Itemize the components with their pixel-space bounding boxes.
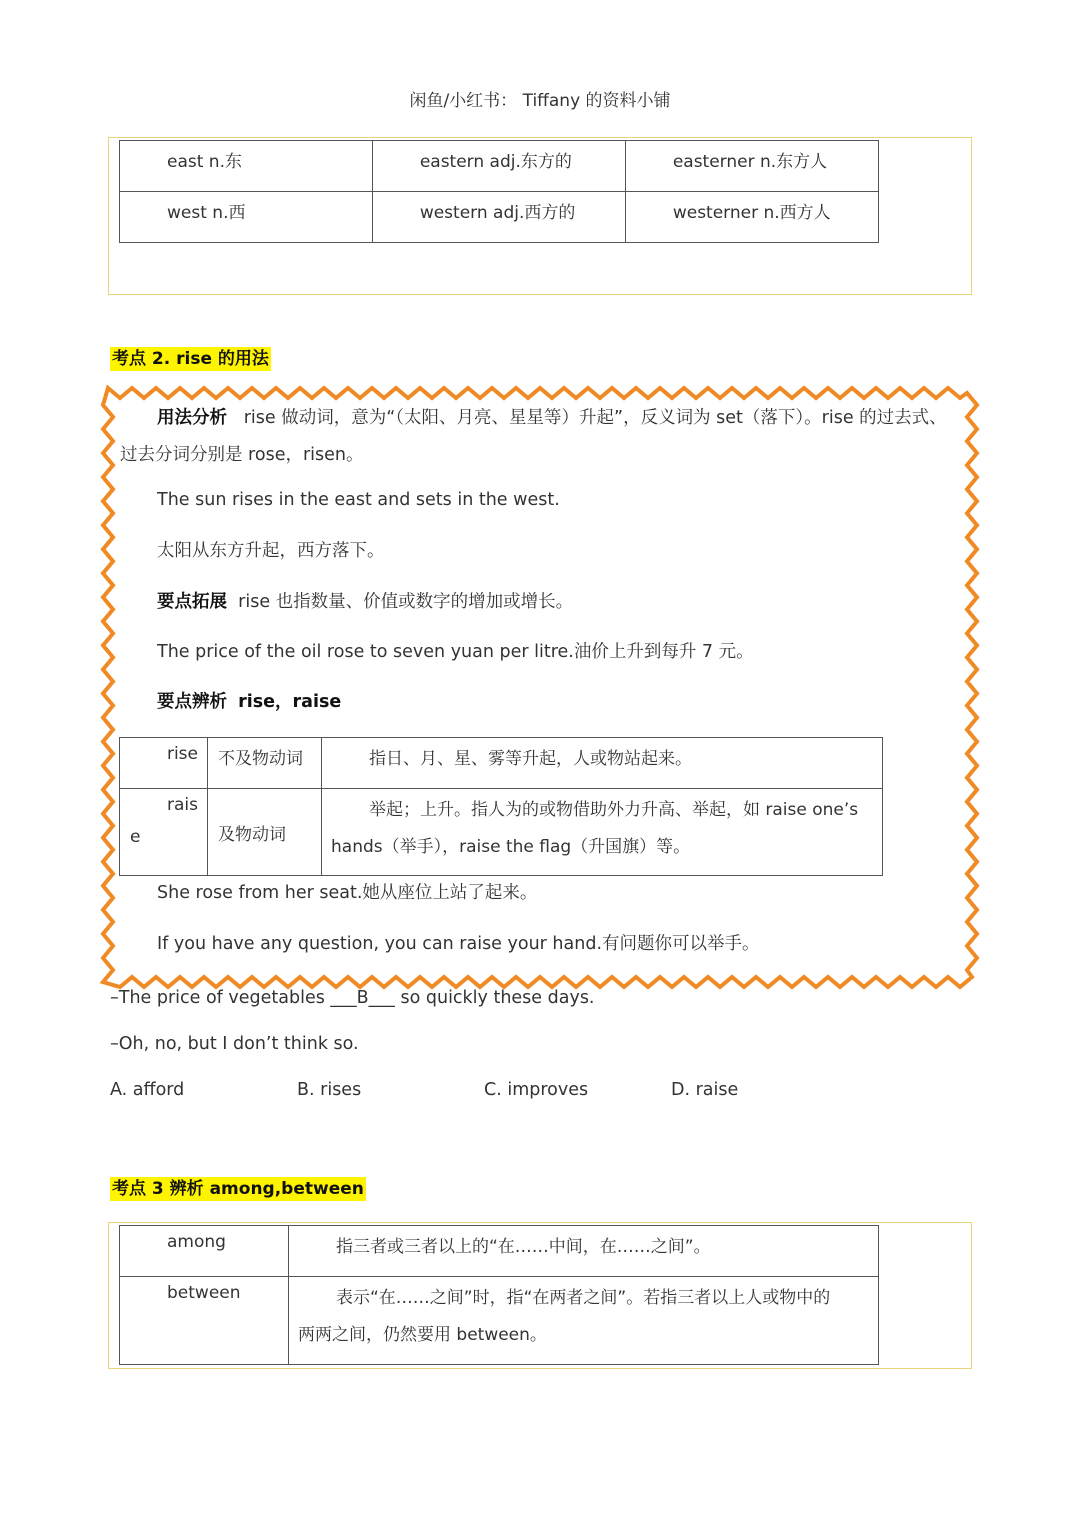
table-cell: western adj.西方的 (419, 203, 576, 223)
desc-rise: 指日、月、星、雾等升起，人或物站起来。 (369, 749, 692, 769)
extend-text: rise 也指数量、价值或数字的增加或增长。 (238, 592, 574, 612)
type-transitive: 及物动词 (218, 824, 286, 845)
page-header: 闲鱼/小红书： Tiffany 的资料小铺 (409, 91, 671, 111)
desc-among: 指三者或三者以上的“在……中间，在……之间”。 (336, 1237, 711, 1257)
usage-label: 用法分析 (157, 408, 227, 428)
word-forms-table (119, 140, 879, 243)
usage-text-continued: 过去分词分别是 rose，risen。 (120, 445, 364, 465)
desc-between-line2: 两两之间，仍然要用 between。 (298, 1325, 547, 1345)
type-intransitive: 不及物动词 (218, 749, 303, 769)
table-cell: west n.西 (167, 203, 246, 223)
table-row (120, 789, 883, 876)
table-row (120, 1277, 879, 1365)
section-2-heading-wrap (110, 344, 271, 369)
section-3-heading: 考点 3 辨析 among,between (112, 1179, 364, 1199)
compare-label: 要点辨析 (157, 692, 227, 712)
word-raise-part2: e (130, 827, 141, 847)
word-rise: rise (166, 744, 198, 764)
extend-line (157, 588, 573, 613)
section-2-heading: 考点 2. rise 的用法 (112, 349, 269, 369)
word-between: between (167, 1283, 241, 1303)
option-b: B. rises (297, 1080, 362, 1100)
example-sentence-en: The sun rises in the east and sets in the west. (157, 490, 560, 510)
question-line-1: –The price of vegetables ___B___ so quickly these days. (110, 988, 595, 1008)
usage-text: rise 做动词，意为“（太阳、月亮、星星等）升起”，反义词为 set（落下）。rise 的过去式、 (243, 408, 947, 428)
desc-between-line1: 表示“在……之间”时，指“在两者之间”。若指三者以上人或物中的 (336, 1288, 831, 1308)
section-3-heading-wrap (110, 1174, 366, 1199)
option-d: D. raise (671, 1080, 739, 1100)
table-cell: eastern adj.东方的 (419, 152, 572, 172)
table-cell: easterner n.东方人 (672, 152, 828, 172)
example-sentence-cn: 太阳从东方升起，西方落下。 (157, 541, 385, 561)
option-c: C. improves (484, 1080, 589, 1100)
question-line-2: –Oh, no, but I don’t think so. (110, 1034, 359, 1054)
example-sentence-raise: If you have any question, you can raise your hand.有问题你可以举手。 (157, 934, 760, 954)
extend-label: 要点拓展 (157, 592, 227, 612)
table-cell: westerner n.西方人 (672, 203, 831, 223)
compare-line (157, 688, 341, 713)
table-row (120, 1226, 879, 1277)
desc-raise-line1: 举起；上升。指人为的或物借助外力升高、举起，如 raise one’s (369, 800, 859, 820)
table-cell: east n.东 (167, 152, 242, 172)
rise-raise-table (119, 737, 883, 876)
among-between-table (119, 1225, 879, 1365)
example-sentence-rose: She rose from her seat.她从座位上站了起来。 (157, 883, 538, 903)
table-row (120, 738, 883, 789)
table-row (120, 192, 879, 243)
word-raise-part1: rais (167, 795, 198, 815)
compare-text: rise，raise (238, 692, 342, 712)
word-among: among (167, 1232, 226, 1252)
desc-raise-line2: hands（举手），raise the flag（升国旗）等。 (331, 837, 691, 857)
usage-analysis-line (157, 404, 947, 429)
example-sentence-price: The price of the oil rose to seven yuan per litre.油价上升到每升 7 元。 (157, 642, 754, 662)
option-a: A. afford (110, 1080, 185, 1100)
table-row (120, 141, 879, 192)
